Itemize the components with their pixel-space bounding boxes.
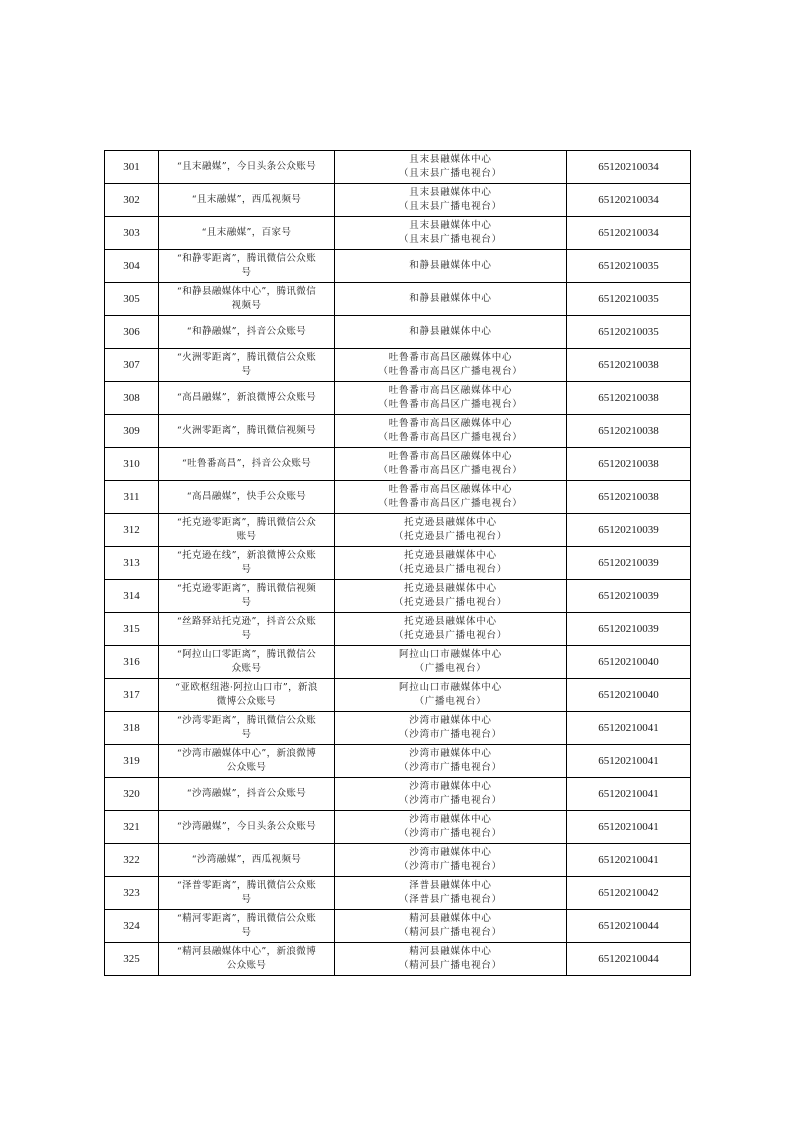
account-name-cell [159,481,335,514]
license-code: 65120210038 [567,349,691,382]
operating-unit-line: （精河县广播电视台） [398,960,502,971]
operating-unit-line: 托克逊县融媒体中心 [404,550,497,561]
table-row [105,448,691,481]
license-code: 65120210040 [567,679,691,712]
row-number: 311 [105,481,159,514]
row-number: 321 [105,811,159,844]
account-name-line: 号 [241,927,252,938]
table-row [105,382,691,415]
operating-unit-line: （泽普县广播电视台） [398,894,502,905]
account-name-cell [159,283,335,316]
operating-unit-cell [335,217,567,250]
operating-unit-cell [335,415,567,448]
operating-unit-cell [335,943,567,976]
license-code: 65120210041 [567,745,691,778]
license-code: 65120210041 [567,778,691,811]
operating-unit-cell [335,910,567,943]
operating-unit-line: （沙湾市广播电视台） [398,828,502,839]
account-name-cell [159,184,335,217]
account-name-line: “沙湾零距离”，腾讯微信公众账 [176,715,317,726]
operating-unit-cell [335,448,567,481]
table-row [105,217,691,250]
operating-unit-cell [335,283,567,316]
table-row [105,547,691,580]
operating-unit-line: （托克逊县广播电视台） [393,630,508,641]
row-number: 317 [105,679,159,712]
license-code: 65120210041 [567,712,691,745]
account-name-line: 账号 [236,531,257,542]
operating-unit-cell [335,646,567,679]
license-code: 65120210035 [567,283,691,316]
operating-unit-cell [335,712,567,745]
table-row [105,250,691,283]
row-number: 309 [105,415,159,448]
account-name-line: “托克逊零距离”，腾讯微信视频 [176,583,317,594]
operating-unit-line: 精河县融媒体中心 [409,946,492,957]
row-number: 308 [105,382,159,415]
license-code: 65120210044 [567,943,691,976]
account-name-line: “沙湾融媒”，今日头条公众账号 [176,821,317,832]
table-row [105,679,691,712]
operating-unit-line: （吐鲁番市高昌区广播电视台） [378,399,523,410]
account-name-line: “火洲零距离”，腾讯微信视频号 [176,425,317,436]
operating-unit-cell [335,349,567,382]
operating-unit-line: 和静县融媒体中心 [409,293,492,304]
operating-unit-line: 阿拉山口市融媒体中心 [398,682,502,693]
account-name-line: 众账号 [231,663,262,674]
account-name-cell [159,151,335,184]
operating-unit-line: 吐鲁番市高昌区融媒体中心 [388,484,513,495]
table-row [105,613,691,646]
account-name-cell [159,415,335,448]
operating-unit-cell [335,844,567,877]
license-code: 65120210039 [567,580,691,613]
account-name-line: 号 [241,564,252,575]
row-number: 304 [105,250,159,283]
license-code: 65120210040 [567,646,691,679]
account-name-line: “高昌融媒”，快手公众账号 [186,491,307,502]
operating-unit-line: 托克逊县融媒体中心 [404,616,497,627]
table-row [105,514,691,547]
row-number: 316 [105,646,159,679]
operating-unit-line: 吐鲁番市高昌区融媒体中心 [388,451,513,462]
operating-unit-cell [335,481,567,514]
account-name-line: 视频号 [231,300,262,311]
table-row [105,184,691,217]
table-row [105,745,691,778]
account-name-cell [159,349,335,382]
operating-unit-line: 泽普县融媒体中心 [409,880,492,891]
row-number: 313 [105,547,159,580]
operating-unit-cell [335,514,567,547]
account-name-cell [159,811,335,844]
account-name-line: “精河县融媒体中心”，新浪微博 [176,946,317,957]
license-code: 65120210035 [567,316,691,349]
account-name-line: 号 [241,597,252,608]
operating-unit-cell [335,745,567,778]
operating-unit-line: 且末县融媒体中心 [409,187,492,198]
account-name-line: 号 [241,729,252,740]
table-row [105,943,691,976]
operating-unit-line: （吐鲁番市高昌区广播电视台） [378,465,523,476]
operating-unit-cell [335,250,567,283]
operating-unit-line: 阿拉山口市融媒体中心 [398,649,502,660]
account-name-line: 号 [241,894,252,905]
operating-unit-line: 沙湾市融媒体中心 [409,814,492,825]
operating-unit-cell [335,382,567,415]
table-row [105,316,691,349]
account-name-line: “丝路驿站托克逊”，抖音公众账 [176,616,317,627]
registry-table [104,150,691,976]
account-name-line: “和静融媒”，抖音公众账号 [186,326,307,337]
table-row [105,151,691,184]
operating-unit-line: 沙湾市融媒体中心 [409,847,492,858]
row-number: 318 [105,712,159,745]
account-name-line: “泽普零距离”，腾讯微信公众账 [176,880,317,891]
account-name-cell [159,316,335,349]
row-number: 324 [105,910,159,943]
row-number: 320 [105,778,159,811]
account-name-cell [159,613,335,646]
account-name-cell [159,712,335,745]
license-code: 65120210039 [567,613,691,646]
account-name-line: “和静零距离”，腾讯微信公众账 [176,253,317,264]
table-row [105,580,691,613]
account-name-line: 号 [241,366,252,377]
operating-unit-line: （沙湾市广播电视台） [398,729,502,740]
row-number: 307 [105,349,159,382]
account-name-line: “火洲零距离”，腾讯微信公众账 [176,352,317,363]
table-row [105,349,691,382]
account-name-line: 公众账号 [226,960,267,971]
license-code: 65120210038 [567,415,691,448]
operating-unit-cell [335,811,567,844]
account-name-line: “精河零距离”，腾讯微信公众账 [176,913,317,924]
operating-unit-line: （且末县广播电视台） [398,168,502,179]
operating-unit-line: 且末县融媒体中心 [409,220,492,231]
operating-unit-line: 沙湾市融媒体中心 [409,715,492,726]
license-code: 65120210044 [567,910,691,943]
account-name-cell [159,580,335,613]
operating-unit-line: 和静县融媒体中心 [409,326,492,337]
table-row [105,481,691,514]
account-name-cell [159,877,335,910]
license-code: 65120210039 [567,514,691,547]
account-name-cell [159,217,335,250]
account-name-line: “沙湾融媒”，西瓜视频号 [191,854,302,865]
operating-unit-line: 吐鲁番市高昌区融媒体中心 [388,385,513,396]
license-code: 65120210035 [567,250,691,283]
operating-unit-line: 和静县融媒体中心 [409,260,492,271]
account-name-line: “且末融媒”，西瓜视频号 [191,194,302,205]
account-name-line: “且末融媒”，今日头条公众账号 [176,161,317,172]
operating-unit-line: （广播电视台） [414,663,487,674]
account-name-cell [159,910,335,943]
operating-unit-line: （沙湾市广播电视台） [398,762,502,773]
row-number: 303 [105,217,159,250]
account-name-line: 号 [241,630,252,641]
operating-unit-line: 托克逊县融媒体中心 [404,583,497,594]
operating-unit-cell [335,151,567,184]
operating-unit-line: 沙湾市融媒体中心 [409,748,492,759]
operating-unit-line: （沙湾市广播电视台） [398,795,502,806]
account-name-cell [159,448,335,481]
row-number: 315 [105,613,159,646]
license-code: 65120210039 [567,547,691,580]
row-number: 322 [105,844,159,877]
table-row [105,844,691,877]
table-row [105,877,691,910]
table-row [105,646,691,679]
row-number: 319 [105,745,159,778]
account-name-line: “沙湾市融媒体中心”，新浪微博 [176,748,317,759]
license-code: 65120210038 [567,448,691,481]
account-name-cell [159,679,335,712]
operating-unit-cell [335,580,567,613]
table-row [105,778,691,811]
operating-unit-line: 沙湾市融媒体中心 [409,781,492,792]
operating-unit-cell [335,778,567,811]
row-number: 323 [105,877,159,910]
operating-unit-line: 且末县融媒体中心 [409,154,492,165]
operating-unit-line: （精河县广播电视台） [398,927,502,938]
operating-unit-line: （沙湾市广播电视台） [398,861,502,872]
operating-unit-cell [335,679,567,712]
license-code: 65120210042 [567,877,691,910]
license-code: 65120210034 [567,184,691,217]
operating-unit-line: 吐鲁番市高昌区融媒体中心 [388,352,513,363]
license-code: 65120210038 [567,382,691,415]
row-number: 312 [105,514,159,547]
table-row [105,283,691,316]
operating-unit-line: （广播电视台） [414,696,487,707]
account-name-line: “和静县融媒体中心”，腾讯微信 [176,286,317,297]
account-name-line: “沙湾融媒”，抖音公众账号 [186,788,307,799]
table-row [105,910,691,943]
account-name-line: “且末融媒”，百家号 [201,227,292,238]
table-row [105,811,691,844]
operating-unit-cell [335,877,567,910]
operating-unit-line: （托克逊县广播电视台） [393,564,508,575]
license-code: 65120210041 [567,844,691,877]
operating-unit-line: （且末县广播电视台） [398,201,502,212]
table-row [105,415,691,448]
operating-unit-line: 精河县融媒体中心 [409,913,492,924]
account-name-line: “托克逊在线”，新浪微博公众账 [176,550,317,561]
row-number: 301 [105,151,159,184]
row-number: 314 [105,580,159,613]
table-row [105,712,691,745]
row-number: 325 [105,943,159,976]
operating-unit-cell [335,316,567,349]
operating-unit-line: 吐鲁番市高昌区融媒体中心 [388,418,513,429]
operating-unit-line: （吐鲁番市高昌区广播电视台） [378,366,523,377]
operating-unit-line: （吐鲁番市高昌区广播电视台） [378,432,523,443]
operating-unit-cell [335,547,567,580]
account-name-cell [159,943,335,976]
account-name-line: “高昌融媒”，新浪微博公众账号 [176,392,317,403]
license-code: 65120210034 [567,151,691,184]
registry-table-body [105,151,691,976]
account-name-line: 号 [241,267,252,278]
account-name-line: “吐鲁番高昌”，抖音公众账号 [181,458,312,469]
account-name-line: “阿拉山口零距离”，腾讯微信公 [176,649,317,660]
operating-unit-line: （吐鲁番市高昌区广播电视台） [378,498,523,509]
account-name-cell [159,382,335,415]
account-name-cell [159,646,335,679]
operating-unit-cell [335,613,567,646]
operating-unit-line: 托克逊县融媒体中心 [404,517,497,528]
account-name-cell [159,844,335,877]
license-code: 65120210038 [567,481,691,514]
operating-unit-cell [335,184,567,217]
operating-unit-line: （且末县广播电视台） [398,234,502,245]
account-name-cell [159,250,335,283]
row-number: 310 [105,448,159,481]
license-code: 65120210034 [567,217,691,250]
account-name-line: “亚欧枢纽港·阿拉山口市”，新浪 [175,682,318,693]
row-number: 306 [105,316,159,349]
row-number: 305 [105,283,159,316]
account-name-line: “托克逊零距离”，腾讯微信公众 [176,517,317,528]
account-name-cell [159,745,335,778]
account-name-cell [159,547,335,580]
account-name-line: 微博公众账号 [216,696,277,707]
operating-unit-line: （托克逊县广播电视台） [393,597,508,608]
license-code: 65120210041 [567,811,691,844]
account-name-cell [159,514,335,547]
account-name-line: 公众账号 [226,762,267,773]
row-number: 302 [105,184,159,217]
operating-unit-line: （托克逊县广播电视台） [393,531,508,542]
account-name-cell [159,778,335,811]
